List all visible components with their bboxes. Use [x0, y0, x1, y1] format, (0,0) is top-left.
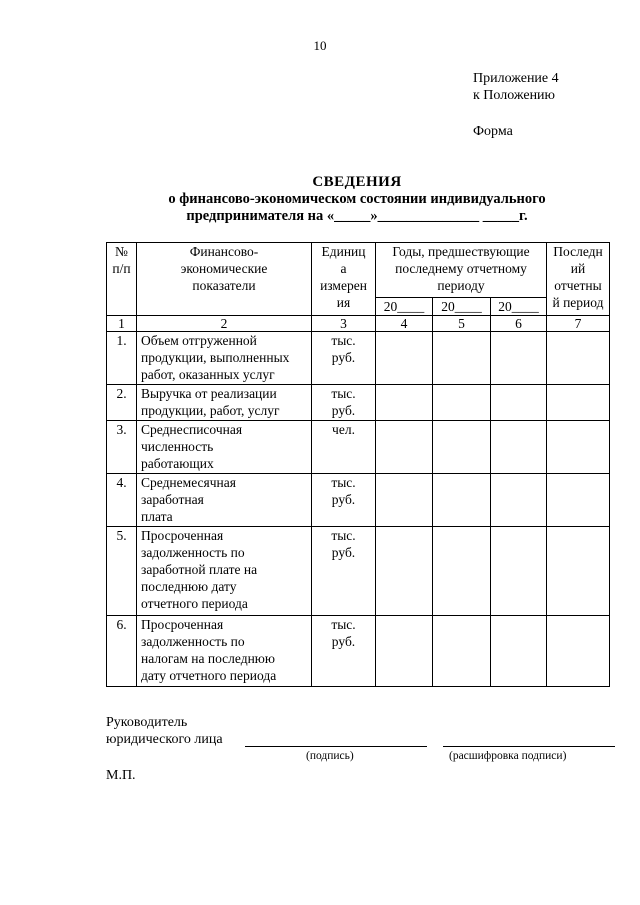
- value-cell[interactable]: [547, 527, 610, 616]
- unit-line: руб.: [331, 403, 356, 418]
- value-cell[interactable]: [433, 421, 491, 474]
- appendix-line-2: к Положению: [473, 88, 556, 103]
- value-cell[interactable]: [491, 527, 547, 616]
- header-last-line: Последн: [553, 244, 603, 259]
- signatory-line-1: Руководитель: [106, 715, 188, 730]
- row-number: 3.: [107, 421, 137, 474]
- appendix-note: [473, 70, 559, 104]
- value-cell[interactable]: [376, 332, 433, 385]
- row-number: 2.: [107, 385, 137, 421]
- indicator-line: численность: [141, 439, 214, 454]
- value-cell[interactable]: [376, 421, 433, 474]
- header-year-1: 20____: [376, 298, 433, 316]
- header-indicators-line: экономические: [180, 261, 268, 276]
- header-years: [376, 243, 547, 298]
- table-row: [107, 332, 610, 385]
- value-cell[interactable]: [547, 385, 610, 421]
- row-number: 1.: [107, 332, 137, 385]
- value-cell[interactable]: [433, 616, 491, 687]
- header-last-line: ий: [570, 261, 586, 276]
- indicators-table: [106, 242, 610, 687]
- unit-line: тыс.: [331, 617, 356, 632]
- indicator-line: налогам на последнюю: [141, 651, 275, 666]
- header-year-3: 20____: [491, 298, 547, 316]
- header-num-line: №: [115, 244, 128, 259]
- value-cell[interactable]: [433, 527, 491, 616]
- header-unit-line: ия: [336, 295, 351, 310]
- value-cell[interactable]: [491, 616, 547, 687]
- column-number: 6: [491, 316, 547, 332]
- unit-line: руб.: [331, 545, 356, 560]
- indicator-line: последнюю дату: [141, 579, 237, 594]
- row-indicator: [137, 332, 312, 385]
- value-cell[interactable]: [547, 332, 610, 385]
- header-year-2: 20____: [433, 298, 491, 316]
- unit-line: руб.: [331, 492, 356, 507]
- signature-field[interactable]: [245, 746, 427, 747]
- indicator-line: Объем отгруженной: [141, 333, 257, 348]
- header-unit-line: измерен: [320, 278, 367, 293]
- indicator-line: дату отчетного периода: [141, 668, 277, 683]
- indicator-line: Выручка от реализации: [141, 386, 277, 401]
- value-cell[interactable]: [547, 616, 610, 687]
- header-last-line: отчетны: [554, 278, 602, 293]
- value-cell[interactable]: [376, 385, 433, 421]
- signatory-line-2: юридического лица: [106, 732, 223, 747]
- seal-placeholder: М.П.: [106, 768, 136, 783]
- column-number: 4: [376, 316, 433, 332]
- indicator-line: Среднесписочная: [141, 422, 243, 437]
- value-cell[interactable]: [433, 385, 491, 421]
- header-indicators-line: показатели: [192, 278, 256, 293]
- appendix-line-1: Приложение 4: [473, 71, 559, 86]
- row-unit: [312, 421, 376, 474]
- value-cell[interactable]: [491, 385, 547, 421]
- indicator-line: Просроченная: [141, 528, 224, 543]
- row-indicator: [137, 474, 312, 527]
- header-last-line: й период: [552, 295, 604, 310]
- row-indicator: [137, 527, 312, 616]
- indicator-line: плата: [141, 509, 173, 524]
- row-indicator: [137, 421, 312, 474]
- header-num-line: п/п: [112, 261, 131, 276]
- row-number: 5.: [107, 527, 137, 616]
- row-unit: [312, 616, 376, 687]
- page-number: 10: [313, 38, 327, 53]
- title-line-1: СВЕДЕНИЯ: [312, 174, 402, 190]
- row-number: 4.: [107, 474, 137, 527]
- indicator-line: продукции, работ, услуг: [141, 403, 280, 418]
- row-indicator: [137, 616, 312, 687]
- table-row: [107, 421, 610, 474]
- form-label: Форма: [473, 124, 513, 139]
- indicator-line: Просроченная: [141, 617, 224, 632]
- header-last-period: [547, 243, 610, 316]
- header-unit-line: а: [340, 261, 347, 276]
- unit-line: руб.: [331, 634, 356, 649]
- indicator-line: задолженность по: [141, 634, 245, 649]
- header-years-line: Годы, предшествующие: [392, 244, 530, 259]
- unit-line: руб.: [331, 350, 356, 365]
- header-years-line: периоду: [437, 278, 485, 293]
- unit-line: тыс.: [331, 475, 356, 490]
- table-row: [107, 616, 610, 687]
- table-row: [107, 474, 610, 527]
- row-unit: [312, 474, 376, 527]
- value-cell[interactable]: [433, 332, 491, 385]
- unit-line: тыс.: [331, 333, 356, 348]
- indicator-line: заработная: [141, 492, 204, 507]
- indicator-line: работающих: [141, 456, 214, 471]
- value-cell[interactable]: [376, 474, 433, 527]
- table-row: [107, 527, 610, 616]
- title-line-2: о финансово-экономическом состоянии индивидуального: [168, 191, 546, 207]
- document-title: [100, 174, 614, 225]
- header-num: [107, 243, 137, 316]
- column-number: 1: [107, 316, 137, 332]
- unit-line: чел.: [332, 422, 355, 437]
- row-unit: [312, 527, 376, 616]
- row-unit: [312, 332, 376, 385]
- value-cell[interactable]: [433, 474, 491, 527]
- table-row: [107, 385, 610, 421]
- header-unit-line: Единиц: [321, 244, 366, 259]
- header-indicators-line: Финансово-: [189, 244, 259, 259]
- signature-caption: (подпись): [306, 750, 354, 762]
- header-years-line: последнему отчетному: [395, 261, 527, 276]
- column-number-row: [107, 316, 610, 332]
- column-number: 7: [547, 316, 610, 332]
- value-cell[interactable]: [547, 474, 610, 527]
- column-number: 2: [137, 316, 312, 332]
- row-number: 6.: [107, 616, 137, 687]
- value-cell[interactable]: [491, 474, 547, 527]
- signature-decoding-field[interactable]: [443, 746, 615, 747]
- row-indicator: [137, 385, 312, 421]
- indicator-line: отчетного периода: [141, 596, 248, 611]
- value-cell[interactable]: [491, 421, 547, 474]
- indicator-line: задолженность по: [141, 545, 245, 560]
- value-cell[interactable]: [376, 616, 433, 687]
- header-indicators: [137, 243, 312, 316]
- indicator-line: работ, оказанных услуг: [141, 367, 275, 382]
- decoding-caption: (расшифровка подписи): [449, 750, 567, 762]
- indicator-line: продукции, выполненных: [141, 350, 290, 365]
- unit-line: тыс.: [331, 528, 356, 543]
- column-number: 3: [312, 316, 376, 332]
- value-cell[interactable]: [547, 421, 610, 474]
- row-unit: [312, 385, 376, 421]
- indicator-line: заработной плате на: [141, 562, 258, 577]
- title-line-3: предпринимателя на «_____»______________ _____г.: [186, 208, 528, 224]
- indicator-line: Среднемесячная: [141, 475, 236, 490]
- value-cell[interactable]: [376, 527, 433, 616]
- column-number: 5: [433, 316, 491, 332]
- unit-line: тыс.: [331, 386, 356, 401]
- header-unit: [312, 243, 376, 316]
- value-cell[interactable]: [491, 332, 547, 385]
- signatory-label: [106, 714, 223, 748]
